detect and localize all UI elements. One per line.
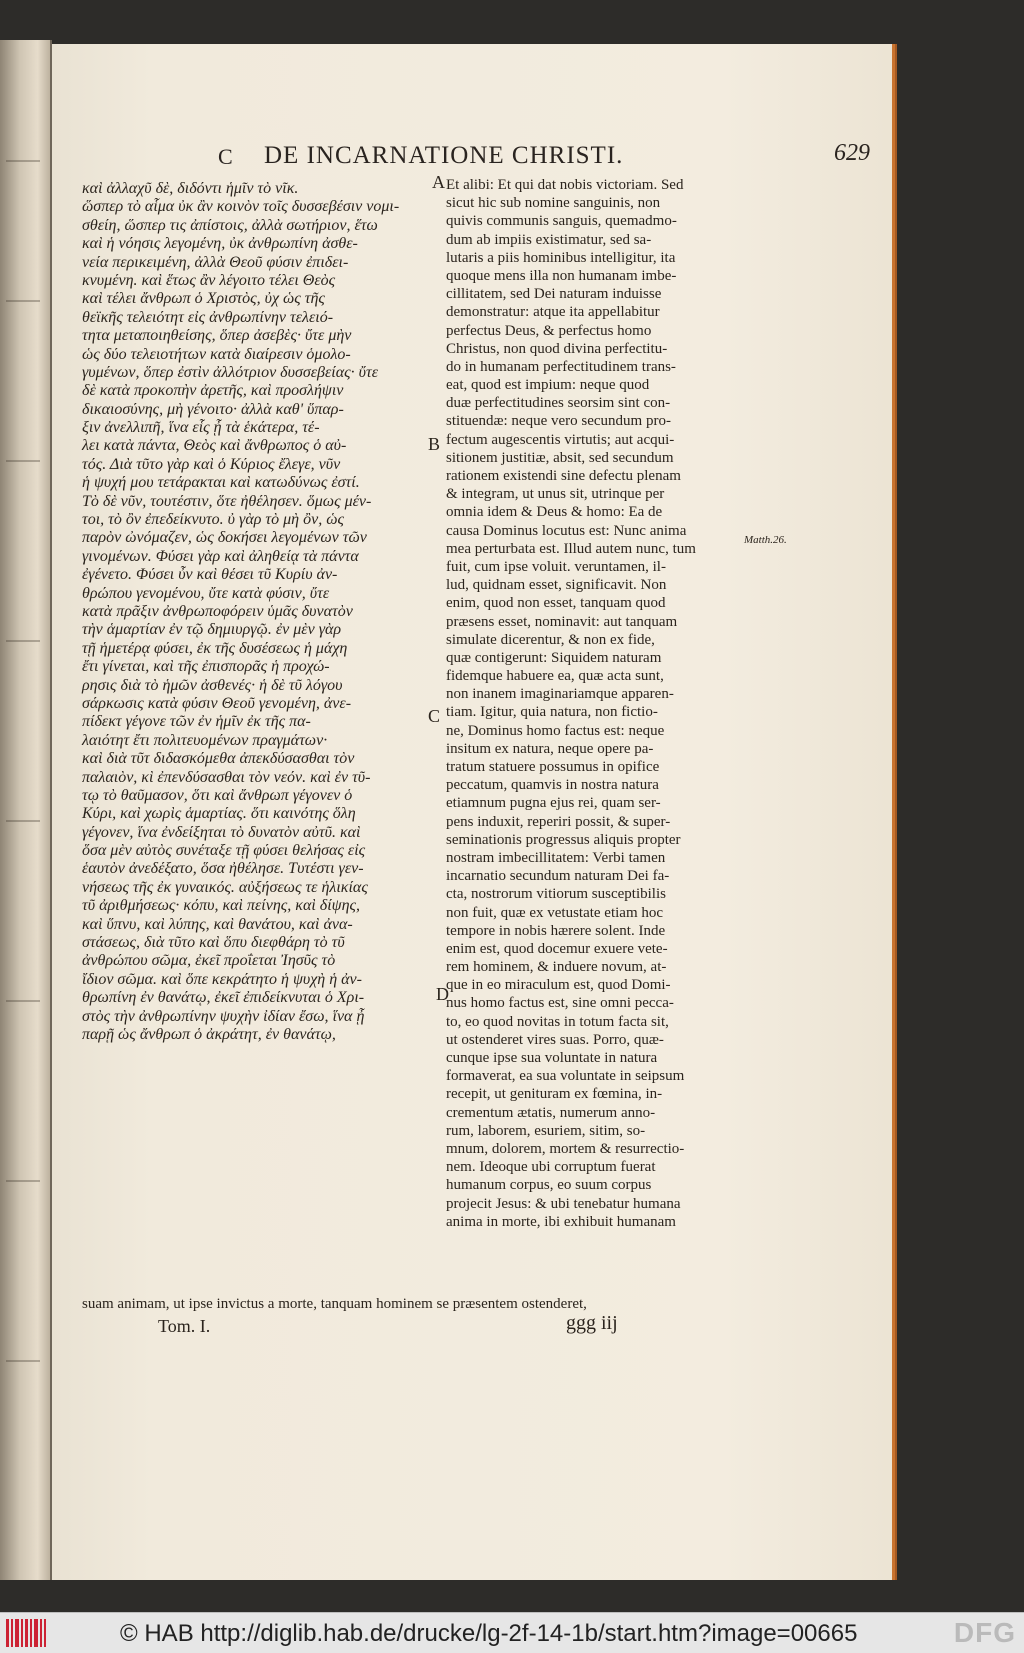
- latin-column: [446, 176, 738, 1231]
- latin-text-line: non fuit, quæ ex vetustate etiam hoc: [446, 904, 664, 921]
- source-link[interactable]: © HAB http://diglib.hab.de/drucke/lg-2f-14-1b/start.htm?image=00665: [120, 1620, 858, 1647]
- latin-text-line: crementum ætatis, numerum anno-: [446, 1104, 656, 1121]
- latin-text-line: recepit, ut genituram ex fœmina, in-: [446, 1086, 663, 1103]
- greek-text-line: ρησις διὰ τὸ ἡμῶν ἀσθενές· ἡ δὲ τῦ λόγου: [82, 676, 343, 694]
- latin-text-line: sicut hic sub nomine sanguinis, non: [446, 195, 661, 212]
- greek-text-line: πίδεκτ γέγονε τῶν ἐν ἡμῖν ἐκ τῆς πα-: [82, 713, 311, 731]
- latin-text-line: tratum statuere possumus in opifice: [446, 759, 660, 775]
- latin-text-line: peccatum, quamvis in nostra natura: [446, 777, 659, 794]
- latin-text-line: rationem existendi sine defectu plenam: [446, 468, 681, 484]
- greek-text-line: κατὰ πρᾶξιν ἀνθρωποφόρειν ὑμᾶς δυνατὸν: [82, 602, 353, 620]
- greek-text-line: καὶ ἡ νόησις λεγομένη, ὐκ ἀνθρωπίνη ἀσθε-: [82, 235, 358, 253]
- latin-text-line: eat, quod est impium: neque quod: [446, 377, 650, 394]
- running-title: DE INCARNATIONE CHRISTI.: [264, 142, 624, 169]
- latin-text-line: anima in morte, ibi exhibuit humanam: [446, 1213, 676, 1230]
- latin-text-line: mea perturbata est. Illud autem nunc, tum: [446, 540, 696, 557]
- section-marker-a: A: [432, 172, 445, 192]
- latin-text-line: quivis communis sanguis, quemadmo-: [446, 213, 677, 230]
- greek-text-line: κνυμένη. καὶ ἕτως ἂν λέγοιτο τέλει Θεὸς: [82, 271, 336, 289]
- latin-text-line: perfectus Deus, & perfectus homo: [446, 322, 652, 339]
- latin-text-line: lud, quidnam esset, significavit. Non: [446, 577, 667, 594]
- latin-text-line: cunque ipse sua voluntate in natura: [446, 1050, 658, 1066]
- greek-text-line: θρωπίνη ἐν θανάτῳ, ἐκεῖ ἐπιδείκνυται ὁ Χρι-: [82, 989, 365, 1007]
- latin-text-line: sitionem justitiæ, absit, sed secundum: [446, 449, 674, 466]
- greek-text-line: παρὸν ὠνόμαζεν, ὡς δοκήσει λεγομένων τῶν: [82, 529, 367, 547]
- latin-text-line: seminationis progressus aliquis propter: [446, 831, 681, 848]
- greek-text-line: θρώπου γενομένου, ὔτε κατὰ φύσιν, ὔτε: [82, 584, 330, 602]
- greek-text-line: καὶ ὕπνυ, καὶ λύπης, καὶ θανάτου, καὶ ἀνα-: [82, 915, 353, 933]
- greek-text-line: ὥσπερ τὸ αἷμα ὐκ ἂν κοινὸν τοῖς δυσσεβέσιν νομι-: [82, 198, 400, 216]
- greek-text-line: Τὸ δὲ νῦν, τουτέστιν, ὅτε ἠθέλησεν. ὅμως μέν-: [82, 492, 372, 510]
- latin-text-line: duæ perfectitudines seorsim sint con-: [446, 395, 671, 412]
- greek-text-line: παλαιὸν, κὶ ἐπενδύσασθαι τὸν νεόν. καὶ ἐν τῦ-: [82, 768, 371, 786]
- greek-text-line: σθείη, ὥσπερ τις ἀπίστοις, ἀλλὰ σωτήριον, ἕτω: [82, 216, 378, 234]
- latin-text-line: nem. Ideoque ubi corruptum fuerat: [446, 1159, 656, 1176]
- latin-text-line: rem hominem, & induere novum, at-: [446, 959, 667, 976]
- latin-text-line: nus homo factus est, sine omni pecca-: [446, 995, 674, 1012]
- full-width-last-line: suam animam, ut ipse invictus a morte, tanquam hominem se præsentem ostenderet,: [82, 1296, 587, 1312]
- latin-text-line: demonstratur: atque ita appellabitur: [446, 304, 660, 321]
- greek-text-line: τητα μεταποιηθείσης, ὅπερ ἀσεβὲς· ὔτε μὴν: [82, 327, 352, 345]
- greek-text-line: δὲ κατὰ προκοπὴν ἀρετῆς, καὶ προσλήψιν: [82, 382, 344, 400]
- latin-text-line: to, eo quod novitas in totum facta sit,: [446, 1013, 669, 1030]
- greek-text-line: ἴδιον σῶμα. καὶ ὅπε κεκράτητο ἡ ψυχὴ ἡ ἀν-: [82, 970, 362, 988]
- latin-text-line: fuit, cum ipse voluit. veruntamen, il-: [446, 558, 666, 575]
- latin-text-line: cillitatem, sed Dei naturam induisse: [446, 286, 662, 303]
- latin-text-line: causa Dominus locutus est: Nunc anima: [446, 522, 687, 539]
- greek-text-line: τὴν ἁμαρτίαν ἐν τῷ δημιυργῷ. ἐν μὲν γὰρ: [82, 621, 342, 639]
- latin-text-line: quoque mens illa non humanam imbe-: [446, 267, 677, 284]
- latin-text-line: do in humanam perfectitudinem trans-: [446, 358, 676, 375]
- latin-text-line: tiam. Igitur, quia natura, non fictio-: [446, 704, 658, 721]
- latin-text-line: rum, laborem, esuriem, sitim, so-: [446, 1122, 646, 1139]
- page-header: [218, 140, 870, 176]
- greek-text-line: γυμένων, ὅπερ ἐστὶν ἀλλότριον δυσσεβείας· ὔτε: [82, 363, 379, 381]
- latin-text-line: tempore in nobis hærere solent. Inde: [446, 922, 666, 939]
- latin-text-line: mnum, dolorem, mortem & resurrectio-: [446, 1140, 685, 1157]
- latin-text-line: simulate dicerentur, & non ex fide,: [446, 631, 655, 648]
- greek-text-line: σάρκωσις κατὰ φύσιν Θεοῦ γενομένη, ἀνε-: [82, 694, 352, 712]
- greek-text-line: νεία περικειμένη, ἀλλὰ Θεοῦ φύσιν ἐπιδει-: [82, 253, 349, 271]
- greek-text-line: Κύρι, καὶ χωρὶς ἁμαρτίας. ὅτι καινότης ὅλη: [82, 805, 356, 823]
- greek-text-line: γέγονεν, ἵνα ἐνδείξηται τὸ δυνατὸν αὐτῦ. καὶ: [82, 823, 361, 841]
- latin-text-line: enim est, quod docemur exuere vete-: [446, 940, 668, 957]
- greek-text-line: παρῇ ὡς ἄνθρωπ ὁ ἀκράτητ, ἐν θανάτῳ,: [82, 1025, 336, 1043]
- greek-text-line: καὶ τέλει ἄνθρωπ ὁ Χριστὸς, ὐχ ὡς τῆς: [82, 290, 325, 308]
- header-ornament: C: [218, 144, 233, 169]
- latin-text-line: stituendæ: neque vero secundum pro-: [446, 413, 671, 430]
- greek-text-line: τῇ ἡμετέρᾳ φύσει, ἐκ τῆς δυσέσεως ἡ μάχη: [82, 639, 348, 657]
- latin-text-line: præsens esset, nominavit: aut tanquam: [446, 613, 678, 630]
- signature-mark: ggg iij: [566, 1312, 618, 1334]
- greek-text-line: λει κατὰ πάντα, Θεὸς καὶ ἄνθρωπος ὁ αὐ-: [82, 437, 347, 455]
- latin-text-line: lutaris a piis hominibus intelligitur, ita: [446, 249, 676, 266]
- latin-text-line: ne, Dominus homo factus est: neque: [446, 722, 665, 739]
- latin-text-line: etiamnum pugna ejus rei, quam ser-: [446, 795, 661, 812]
- greek-text-line: ἔτι γίνεται, καὶ τῆς ἐπισπορᾶς ἡ προχώ-: [82, 658, 330, 676]
- section-marker-c: C: [428, 706, 441, 726]
- greek-text-line: θεϊκῆς τελειότητ εἰς ἀνθρωπίνην τελειό-: [82, 308, 334, 326]
- greek-text-line: ὅσα μὲν αὐτὸς συνέταξε τῇ φύσει θελήσας εἰς: [82, 842, 366, 860]
- latin-text-line: ut ostenderet vires suas. Porro, quæ-: [446, 1031, 664, 1048]
- greek-text-line: καὶ ἀλλαχῦ δὲ, διδόντι ἡμῖν τὸ νῖκ.: [82, 180, 299, 197]
- greek-text-line: τοι, τὸ ὂν ἐπεδείκνυτο. ὐ γὰρ τὸ μὴ ὂν, ὡς: [82, 511, 344, 529]
- greek-text-line: τός. Διὰ τῦτο γὰρ καὶ ὁ Κύριος ἔλεγε, νῦν: [82, 455, 341, 473]
- latin-text-line: humanum corpus, eo suum corpus: [446, 1177, 652, 1194]
- greek-text-line: ἀνθρώπου σῶμα, ἐκεῖ προΐεται Ἰησῦς τὸ: [82, 952, 336, 970]
- greek-text-line: στὸς τὴν ἀνθρωπίνην ψυχὴν ἰδίαν ἔσω, ἵνα ᾖ: [82, 1007, 365, 1025]
- latin-text-line: omnia idem & Deus & homo: Ea de: [446, 504, 663, 521]
- latin-text-line: Et alibi: Et qui dat nobis victoriam. Sed: [446, 177, 684, 193]
- latin-text-line: incarnatio secundum naturam Dei fa-: [446, 868, 670, 885]
- greek-text-line: ἡ ψυχή μου τετάρακται καὶ κατωδύνως ἐστί.: [82, 474, 360, 492]
- latin-text-line: & integram, ut unus sit, utrinque per: [446, 486, 665, 503]
- greek-text-line: νήσεως τῆς ἐκ γυναικός. αὐξήσεως τε ἡλικίας: [82, 878, 368, 896]
- latin-text-line: pens induxit, reperiri possit, & super-: [446, 813, 671, 830]
- margin-note: Matth.26.: [744, 534, 787, 546]
- dfg-logo: DFG: [953, 1617, 1016, 1648]
- greek-text-line: ἐγένετο. Φύσει ὖν καὶ θέσει τῦ Κυρίυ ἀν-: [82, 566, 338, 584]
- greek-text-line: τῦ ἀριθμήσεως· κόπυ, καὶ πείνης, καὶ δίψης,: [82, 897, 361, 915]
- latin-text-line: enim, quod non esset, tanquam quod: [446, 595, 666, 612]
- page-number: 629: [834, 140, 870, 166]
- greek-text-line: τῳ τὸ θαῦμασον, ὅτι καὶ ἄνθρωπ γέγονεν ὁ: [82, 786, 353, 804]
- greek-text-line: λαιότητ ἔτι πολιτευομένων πραγμάτων·: [82, 731, 328, 749]
- latin-text-line: quæ contigerunt: Siquidem naturam: [446, 649, 662, 666]
- greek-text-line: ἑαυτὸν ἀνεδέξατο, ὅσα ἠθέλησε. Τυτέστι γεν-: [82, 860, 364, 878]
- latin-text-line: insitum ex natura, neque opere pa-: [446, 740, 654, 757]
- latin-text-line: projecit Jesus: & ubi tenebatur humana: [446, 1195, 681, 1212]
- section-marker-b: B: [428, 434, 441, 454]
- greek-text-line: ξιν ἀνελλιπῆ, ἵνα εἷς ᾖ τὰ ἑκάτερα, τέ-: [82, 419, 320, 437]
- greek-text-line: ὡς δύο τελειοτήτων κατὰ διαίρεσιν ὁμολο-: [82, 345, 351, 363]
- greek-text-line: γινομένων. Φύσει γὰρ καὶ ἀληθείᾳ τὰ πάντα: [82, 547, 359, 565]
- latin-text-line: formaverat, ea sua voluntate in seipsum: [446, 1068, 685, 1085]
- tome-label: Tom. I.: [158, 1316, 211, 1336]
- latin-text-line: Christus, non quod divina perfectitu-: [446, 340, 668, 357]
- greek-text-line: καὶ διὰ τῦτ διδασκόμεθα ἀπεκδύσασθαι τὸν: [82, 750, 355, 768]
- barcode-icon: [6, 1619, 46, 1647]
- latin-text-line: cta, nostrorum vitiorum susceptibilis: [446, 886, 666, 903]
- footer-bar: [0, 1612, 1024, 1653]
- greek-text-line: στάσεως, διὰ τῦτο καὶ ὅπυ διεφθάρη τὸ τῦ: [82, 934, 345, 952]
- latin-text-line: que in eo miraculum est, quod Domi-: [446, 977, 671, 994]
- latin-text-line: dum ab impiis existimatur, sed sa-: [446, 231, 652, 248]
- left-page-edge: [0, 40, 52, 1580]
- section-marker-d: D: [436, 984, 449, 1004]
- greek-column: [82, 180, 427, 1044]
- latin-text-line: non inanem imaginariamque apparen-: [446, 686, 674, 703]
- latin-text-line: nostram imbecillitatem: Verbi tamen: [446, 849, 666, 866]
- greek-text-line: δικαιοσύνης, μὴ γένοιτο· ἀλλὰ καθ' ὕπαρ-: [82, 400, 344, 418]
- latin-text-line: fidemque habuere ea, quæ acta sunt,: [446, 668, 664, 685]
- latin-text-line: fectum augescentis virtutis; aut acqui-: [446, 431, 675, 448]
